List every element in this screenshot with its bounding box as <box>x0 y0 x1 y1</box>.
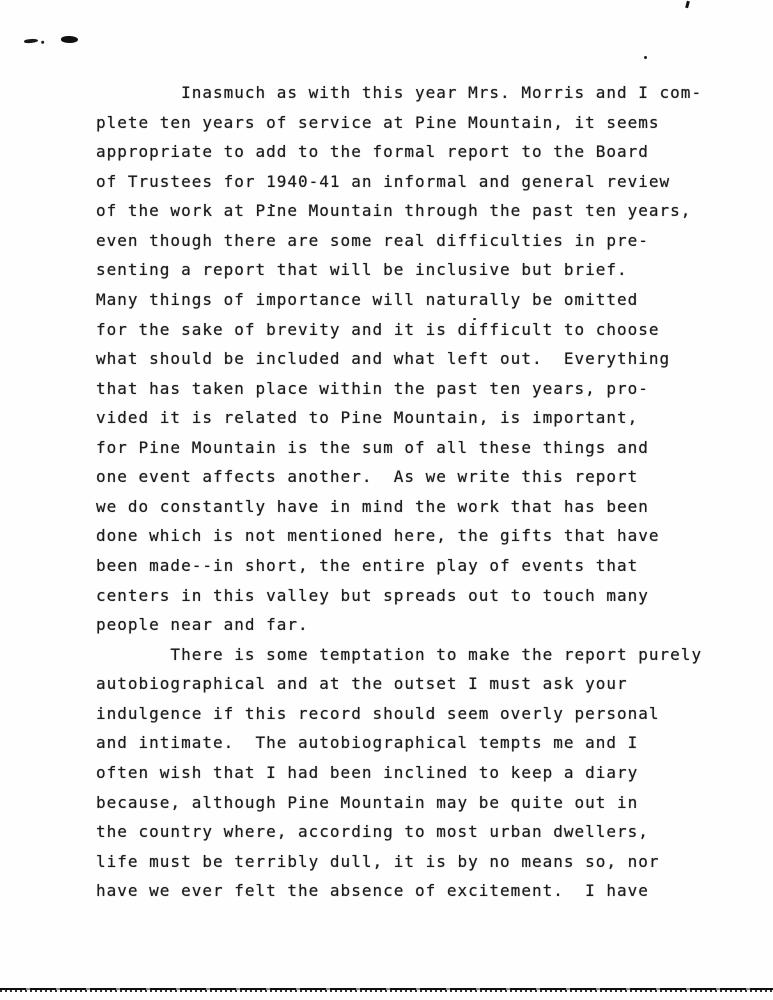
text-line: plete ten years of service at Pine Mountain, it seems <box>96 112 660 132</box>
text-line: been made--in short, the entire play of events that <box>96 556 639 575</box>
text-line: of the work at Pine Mountain through the past ten years, <box>96 201 692 221</box>
text-line: indulgence if this record should seem overly personal <box>96 703 660 723</box>
text-line: and intimate. The autobiographical tempts me and I <box>96 733 639 753</box>
ink-smudge <box>24 38 38 43</box>
text-line: often wish that I had been inclined to keep a diary <box>96 762 639 782</box>
scan-speck <box>685 1 690 9</box>
text-line: the country where, according to most urban dwellers, <box>96 822 649 842</box>
text-line: that has taken place within the past ten years, pro- <box>96 378 649 398</box>
text-line: we do constantly have in mind the work that has been <box>96 496 649 516</box>
ink-smudge <box>61 35 78 43</box>
text-line: Many things of importance will naturally be omitted <box>96 289 639 309</box>
text-line: what should be included and what left out. Everything <box>96 349 671 369</box>
text-line: centers in this valley but spreads out to touch many <box>96 585 649 605</box>
text-line: autobiographical and at the outset I must ask your <box>96 674 628 694</box>
text-line: for the sake of brevity and it is difficult to choose <box>96 319 660 339</box>
typewritten-text-block <box>96 78 716 906</box>
text-line: because, although Pine Mountain may be quite out in <box>96 792 639 812</box>
scan-edge-line-dotted <box>0 990 773 992</box>
text-line: senting a report that will be inclusive but brief. <box>96 260 628 280</box>
text-line: vided it is related to Pine Mountain, is important, <box>96 408 639 428</box>
text-line: There is some temptation to make the report purely <box>96 644 703 664</box>
text-line: appropriate to add to the formal report to the Board <box>96 142 649 162</box>
scan-speck <box>644 56 647 59</box>
text-line: of Trustees for 1940-41 an informal and general review <box>96 171 671 191</box>
text-line: have we ever felt the absence of excitement. I have <box>96 881 649 901</box>
text-line: even though there are some real difficulties in pre- <box>96 230 649 250</box>
text-line: done which is not mentioned here, the gifts that have <box>96 526 660 546</box>
text-line: Inasmuch as with this year Mrs. Morris and I com- <box>96 83 703 102</box>
text-line: life must be terribly dull, it is by no means so, nor <box>96 851 660 871</box>
scan-edge-line <box>0 986 773 992</box>
text-line: for Pine Mountain is the sum of all these things and <box>96 437 649 457</box>
text-line: people near and far. <box>96 615 309 635</box>
text-line: one event affects another. As we write this report <box>96 467 639 487</box>
